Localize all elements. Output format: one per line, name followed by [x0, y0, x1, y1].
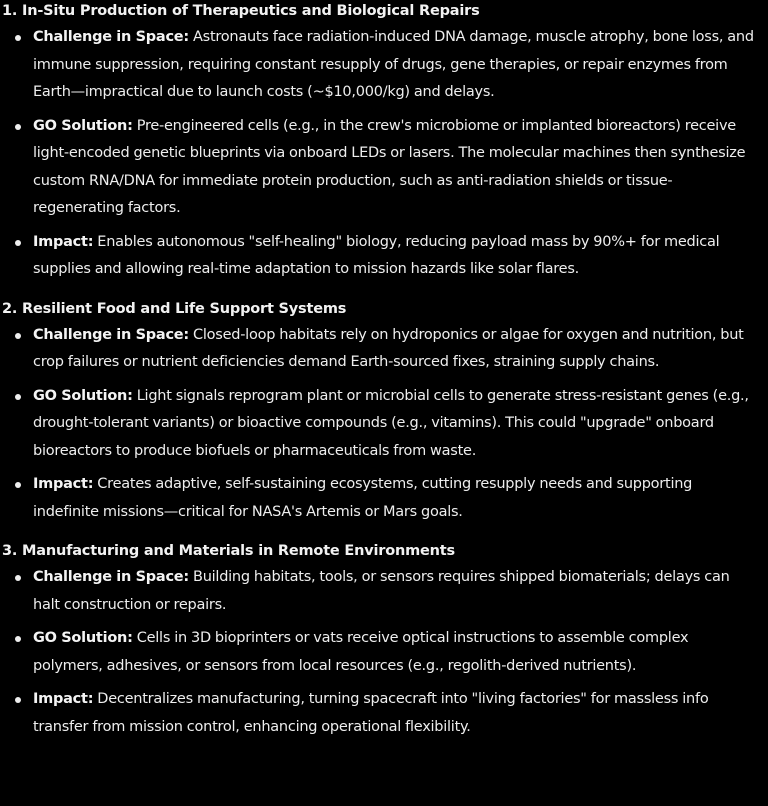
section-food-life-support: [2, 298, 760, 527]
bullet-term: Impact:: [33, 691, 94, 707]
bullet-dot-icon: [15, 697, 21, 703]
bullet-text: Cells in 3D bioprinters or vats receive optical instructions to assemble complex polymers, adhesives, or sensors from local resources (e.g., regolith-derived nutrients).: [33, 630, 689, 674]
bullet-item-solution: [2, 625, 760, 680]
bullet-item-impact: [2, 686, 760, 741]
bullet-term: Challenge in Space:: [33, 569, 189, 585]
bullet-dot-icon: [15, 240, 21, 246]
bullet-item-solution: [2, 383, 760, 466]
bullet-term: Impact:: [33, 476, 94, 492]
bullet-item-challenge: [2, 24, 760, 107]
bullet-item-challenge: [2, 564, 760, 619]
bullet-dot-icon: [15, 482, 21, 488]
bullet-list: [2, 24, 760, 284]
bullet-text: Pre-engineered cells (e.g., in the crew's microbiome or implanted bioreactors) receive light-encoded genetic blueprints via onboard LEDs or lasers. The molecular machines then synthesize custom RNA/DNA for immediate protein production, such as anti-radiation shields or tissue-regenerating factors.: [33, 117, 746, 216]
bullet-item-solution: [2, 113, 760, 223]
section-manufacturing: [2, 540, 760, 741]
bullet-item-impact: [2, 229, 760, 284]
bullet-item-impact: [2, 471, 760, 526]
bullet-dot-icon: [15, 333, 21, 339]
bullet-text: Light signals reprogram plant or microbial cells to generate stress-resistant genes (e.g., drought-tolerant variants) or bioactive compounds (e.g., vitamins). This could "upgrade" onboard bioreactors to produce biofuels or pharmaceuticals from waste.: [33, 387, 749, 459]
bullet-term: GO Solution:: [33, 117, 133, 134]
bullet-text: Building habitats, tools, or sensors requires shipped biomaterials; delays can halt construction or repairs.: [33, 569, 730, 613]
bullet-dot-icon: [15, 575, 21, 581]
bullet-term: Challenge in Space:: [33, 29, 189, 45]
bullet-list: [2, 322, 760, 527]
bullet-dot-icon: [15, 35, 21, 41]
section-heading: 3. Manufacturing and Materials in Remote Environments: [2, 543, 455, 559]
bullet-term: GO Solution:: [33, 630, 133, 646]
bullet-term: Impact:: [33, 233, 94, 250]
bullet-dot-icon: [15, 394, 21, 400]
bullet-text: Enables autonomous "self-healing" biology, reducing payload mass by 90%+ for medical supplies and allowing real-time adaptation to mission hazards like solar flares.: [33, 233, 720, 277]
section-heading: 1. In-Situ Production of Therapeutics and Biological Repairs: [2, 3, 480, 19]
bullet-text: Astronauts face radiation-induced DNA damage, muscle atrophy, bone loss, and immune suppression, requiring constant resupply of drugs, gene therapies, or repair enzymes from Earth—impractical due to launch costs (~$10,000/kg) and delays.: [33, 29, 754, 100]
bullet-item-challenge: [2, 322, 760, 377]
bullet-list: [2, 564, 760, 741]
bullet-text: Decentralizes manufacturing, turning spacecraft into "living factories" for massless info transfer from mission control, enhancing operational flexibility.: [33, 691, 709, 735]
bullet-text: Creates adaptive, self-sustaining ecosystems, cutting resupply needs and supporting indefinite missions—critical for NASA's Artemis or Mars goals.: [33, 476, 693, 520]
bullet-dot-icon: [15, 636, 21, 642]
bullet-term: GO Solution:: [33, 387, 133, 404]
bullet-text: Closed-loop habitats rely on hydroponics or algae for oxygen and nutrition, but crop failures or nutrient deficiencies demand Earth-sourced fixes, straining supply chains.: [33, 326, 744, 370]
bullet-dot-icon: [15, 124, 21, 130]
section-heading: 2. Resilient Food and Life Support Systems: [2, 300, 347, 317]
section-therapeutics: [2, 0, 760, 284]
bullet-term: Challenge in Space:: [33, 326, 189, 343]
